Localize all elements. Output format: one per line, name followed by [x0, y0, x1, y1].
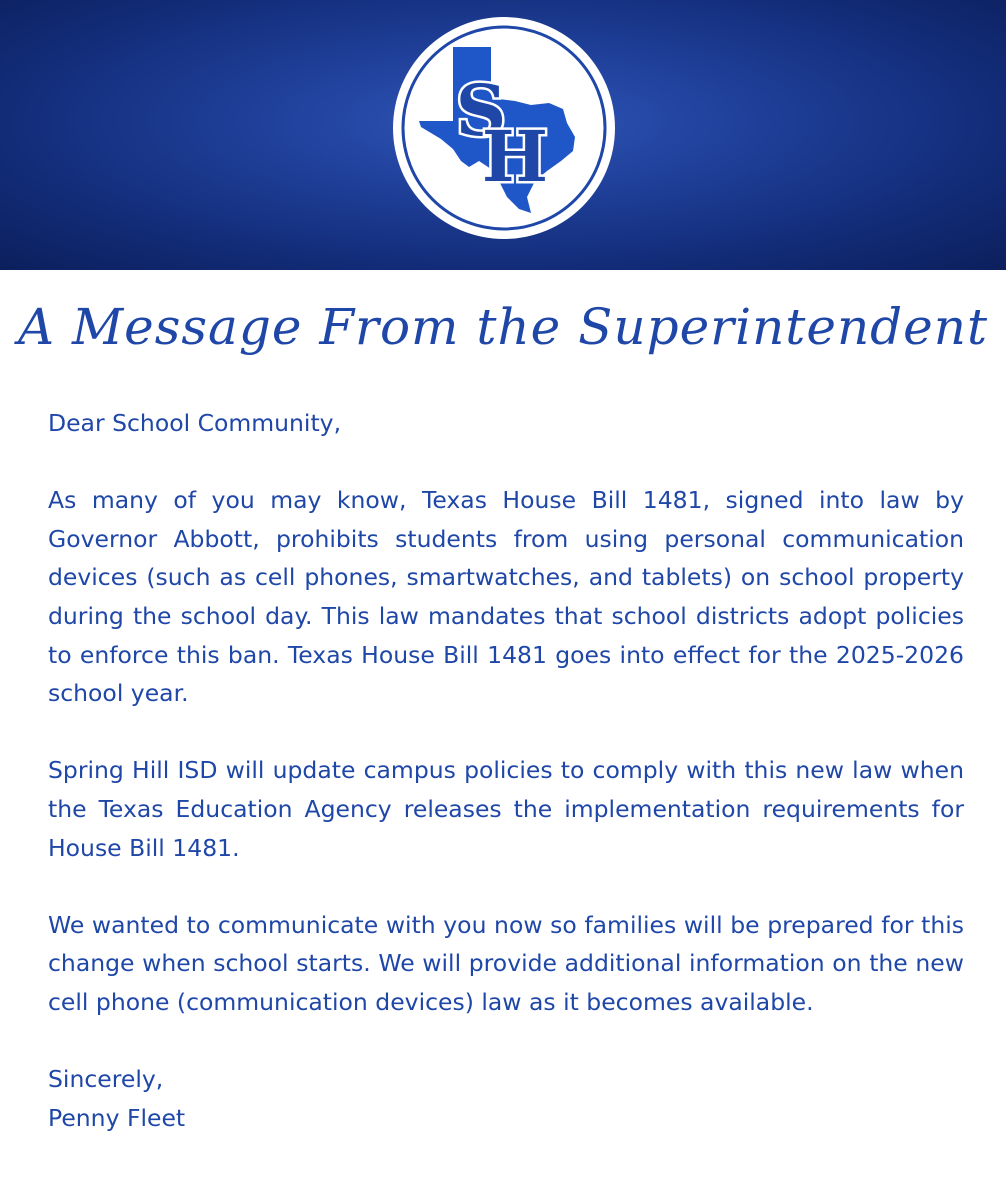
letter-greeting: Dear School Community, — [48, 409, 342, 437]
letter-paragraph: We wanted to communicate with you now so families will be prepared for this change when school starts. We will provide additional information on the new cell phone (communication devices) law as it becomes available. — [48, 910, 964, 1016]
texas-sh-logo-icon — [391, 15, 617, 241]
header-banner — [0, 0, 1006, 270]
letter-paragraph: Spring Hill ISD will update campus policies to comply with this new law when the Texas Education Agency releases the implementation requirements for House Bill 1481. — [48, 756, 964, 862]
letter-closing: Sincerely, — [48, 1065, 164, 1094]
logo-s-letter: S — [455, 69, 507, 152]
letter-body — [48, 404, 964, 1137]
letter-signature: Penny Fleet — [48, 1103, 186, 1132]
page-title: A Message From the Superintendent — [17, 298, 989, 356]
logo-h-letter: H — [481, 115, 549, 198]
letter-paragraph: As many of you may know, Texas House Bill 1481, signed into law by Governor Abbott, prohibits students from using personal communication devices (such as cell phones, smartwatches, and tablets) on school property during the school day. This law mandates that school districts adopt policies to enforce this ban. Texas House Bill 1481 goes into effect for the 2025-2026 school year. — [48, 486, 964, 708]
